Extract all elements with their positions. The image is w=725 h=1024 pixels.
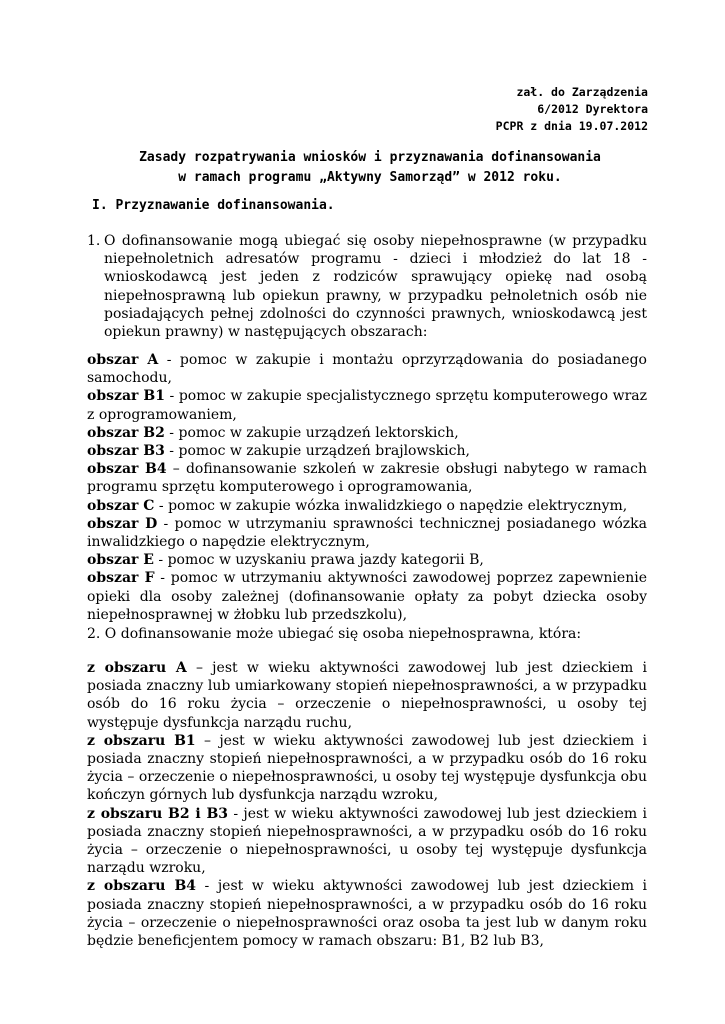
area-description: - pomoc w zakupie specjalistycznego sprzętu komputerowego wraz z oprogramowaniem, [87, 388, 647, 423]
eligibility-entry [87, 732, 647, 805]
area-label: obszar C [87, 497, 155, 514]
point-2: 2. O dofinansowanie może ubiegać się osoba niepełnosprawna, która: [87, 626, 582, 642]
attachment-note-line-1: zał. do Zarządzenia [516, 85, 648, 99]
attachment-note [348, 84, 648, 135]
area-entry [87, 442, 647, 460]
document-title-line-1: Zasady rozpatrywania wniosków i przyznawania dofinansowania [139, 150, 601, 165]
area-entry [87, 551, 647, 569]
area-label: obszar B2 [87, 424, 165, 441]
area-description: - pomoc w zakupie wózka inwalidzkiego o napędzie elektrycznym, [154, 497, 628, 514]
eligibility-label: z obszaru B2 i B3 [87, 805, 229, 822]
eligibility-entry [87, 659, 647, 732]
area-description: - pomoc w zakupie i montażu oprzyrządowania do posiadanego samochodu, [87, 352, 647, 387]
area-entry [87, 460, 647, 496]
eligibility-description: – jest w wieku aktywności zawodowej lub jest dzieckiem i posiada znaczny stopień niepełnosprawności, a w przypadku osób do 16 roku życia – orzeczenie o niepełnosprawności, u osoby tej występuje dysfunkcja obu kończyn górnych lub dysfunkcja narządu wzroku, [87, 732, 648, 804]
area-label: obszar B4 [87, 461, 167, 478]
eligibility-entry [87, 877, 647, 950]
area-label: obszar F [87, 570, 155, 587]
document-title [87, 148, 653, 188]
eligibility-description: - jest w wieku aktywności zawodowej lub jest dzieckiem i posiada znaczny stopień niepełnosprawności, a w przypadku osób do 16 roku życia – orzeczenie o niepełnosprawności oraz osoba ta jest lub w danym roku będzie beneficjentem pomocy w ramach obszaru: B1, B2 lub B3, [87, 878, 648, 950]
area-description: - pomoc w uzyskaniu prawa jazdy kategorii B, [153, 552, 484, 569]
eligibility-label: z obszaru B4 [87, 878, 197, 895]
point-1-number: 1. [87, 233, 101, 249]
eligibility-label: z obszaru B1 [87, 732, 196, 749]
area-description: - pomoc w utrzymaniu sprawności technicznej posiadanego wózka inwalidzkiego o napędzie elektrycznym, [87, 515, 647, 551]
attachment-note-line-3: PCPR z dnia 19.07.2012 [495, 119, 648, 133]
area-description: - pomoc w zakupie urządzeń lektorskich, [164, 424, 459, 441]
area-label: obszar B1 [87, 388, 165, 405]
area-description: – dofinansowanie szkoleń w zakresie obsługi nabytego w ramach programu sprzętu komputerowego i oprogramowania, [87, 461, 648, 496]
area-label: obszar A [87, 352, 159, 368]
point-1-text: O dofinansowanie mogą ubiegać się osoby niepełnosprawne (w przypadku niepełnoletnich adresatów programu - dzieci i młodzież do lat 18 - wnioskodawcą jest jeden z rodziców sprawujący opiekę nad osobą niepełnosprawną lub opiekun prawny, w przypadku pełnoletnich osób nie posiadających pełnej zdolności do czynności prawnych, wnioskodawcą jest opiekun prawny) w następujących obszarach: [104, 233, 647, 341]
eligibility-description: - jest w wieku aktywności zawodowej lub jest dzieckiem i posiada znaczny stopień niepełnosprawności, a w przypadku osób do 16 roku życia – orzeczenie o niepełnosprawności, u osoby tej występuje dysfunkcja narządu wzroku, [87, 805, 648, 877]
section-heading: I. Przyznawanie dofinansowania. [92, 198, 335, 213]
eligibility-label: z obszaru A [87, 660, 187, 676]
eligibility-description: – jest w wieku aktywności zawodowej lub jest dzieckiem i posiada znaczny lub umiarkowany stopień niepełnosprawności, a w przypadku osób do 16 roku życia – orzeczenie o niepełnosprawności, u osoby tej występuje dysfunkcja narządu ruchu, [87, 660, 647, 731]
area-entry [87, 424, 647, 442]
area-entry [87, 515, 647, 551]
area-entry [87, 569, 647, 624]
area-label: obszar E [87, 552, 154, 569]
document-title-line-2: w ramach programu „Aktywny Samorząd” w 2012 roku. [178, 170, 562, 185]
area-entry [87, 387, 647, 423]
point-1 [87, 232, 647, 341]
areas-list [87, 351, 647, 624]
area-entry [87, 351, 647, 387]
area-description: - pomoc w zakupie urządzeń brajlowskich, [164, 443, 470, 460]
area-entry [87, 497, 647, 515]
eligibility-list [87, 659, 647, 950]
area-label: obszar B3 [87, 443, 165, 460]
area-label: obszar D [87, 515, 158, 532]
area-description: - pomoc w utrzymaniu aktywności zawodowej poprzez zapewnienie opieki dla osoby zależnej (dofinansowanie opłaty za pobyt dziecka osoby niepełnosprawnej w żłobku lub przedszkolu), [87, 570, 647, 623]
eligibility-entry [87, 805, 647, 878]
attachment-note-line-2: 6/2012 Dyrektora [537, 102, 648, 116]
